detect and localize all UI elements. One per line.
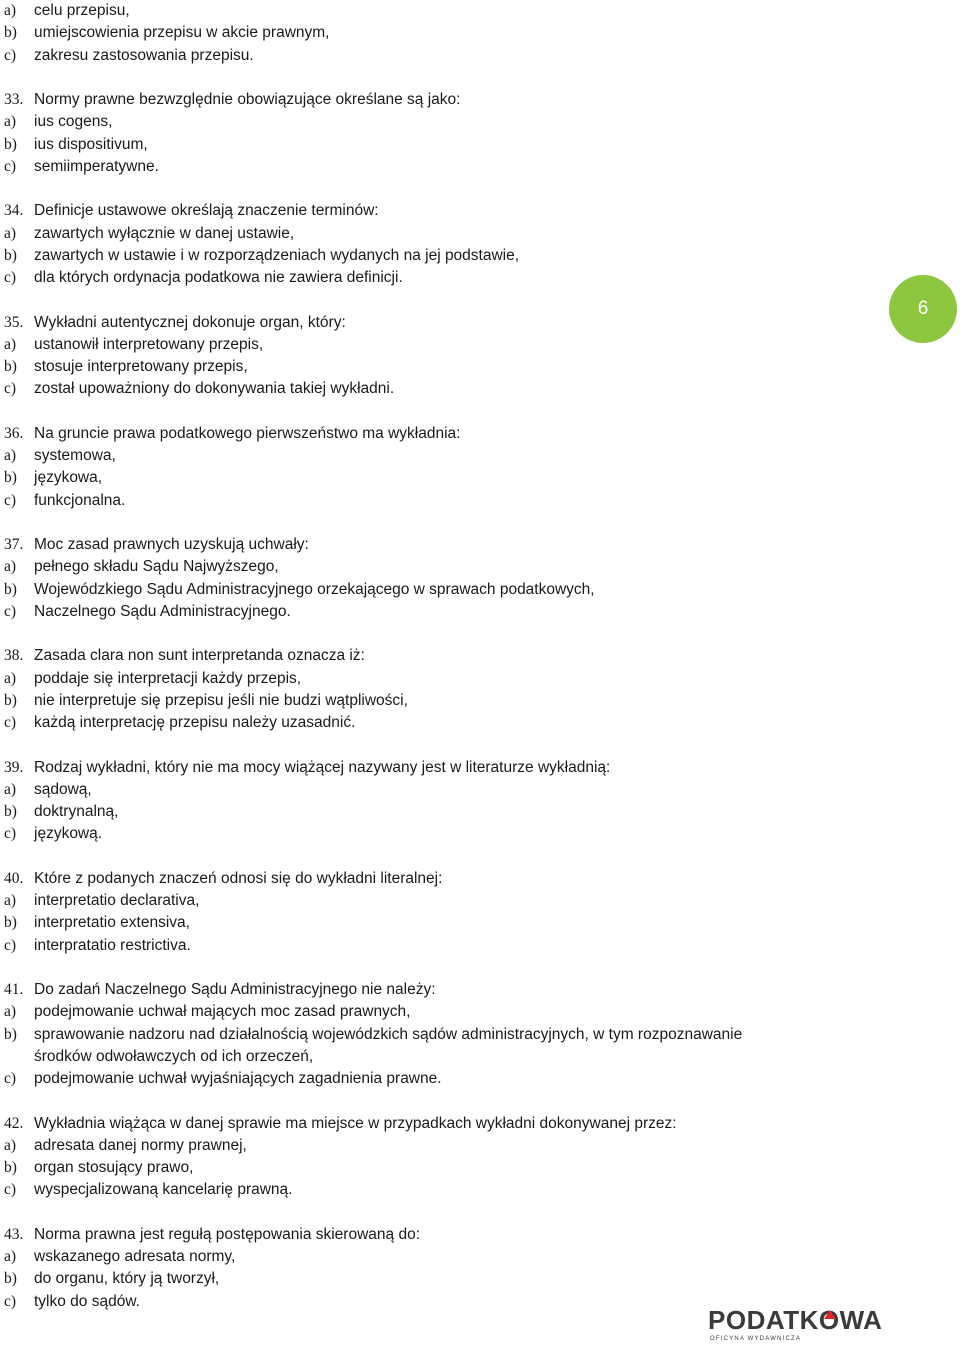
option-text: interpretatio declarativa, [34,892,200,909]
question-text: Definicje ustawowe określają znaczenie terminów: [34,202,379,219]
publisher-subtitle: OFICYNA WYDAWNICZA [710,1336,802,1342]
option-label: c) [4,937,17,954]
option-text: podejmowanie uchwał wyjaśniających zagadnienia prawne. [34,1070,442,1087]
option-text: interpratatio restrictiva. [34,937,191,954]
question-text: Normy prawne bezwzględnie obowiązujące określane są jako: [34,91,461,108]
option-label: b) [4,136,17,153]
option-text: wyspecjalizowaną kancelarię prawną. [34,1181,293,1198]
option-label: b) [4,469,17,486]
option-label: c) [4,603,17,620]
option-text: interpretatio extensiva, [34,914,190,931]
option-label: a) [4,336,17,353]
option-text: ius cogens, [34,113,113,130]
option-label: b) [4,1159,17,1176]
option-label: c) [4,1293,17,1310]
option-text: Naczelnego Sądu Administracyjnego. [34,603,291,620]
option-text: środków odwoławczych od ich orzeczeń, [34,1048,314,1065]
option-label: a) [4,447,17,464]
option-label: b) [4,692,17,709]
option-label: a) [4,1003,17,1020]
question-number: 41. [4,981,24,998]
item-label: c) [4,47,17,64]
option-text: Wojewódzkiego Sądu Administracyjnego orzekającego w sprawach podatkowych, [34,581,595,598]
option-text: organ stosujący prawo, [34,1159,194,1176]
option-label: a) [4,558,17,575]
option-label: b) [4,1270,17,1287]
option-text: każdą interpretację przepisu należy uzasadnić. [34,714,356,731]
publisher-name: PODATKOWA [708,1305,883,1335]
option-label: c) [4,158,17,175]
item-text: celu przepisu, [34,2,130,19]
question-number: 39. [4,759,24,776]
question-number: 36. [4,425,24,442]
option-text: adresata danej normy prawnej, [34,1137,247,1154]
question-text: Wykładnia wiążąca w danej sprawie ma miejsce w przypadkach wykładni dokonywanej przez: [34,1115,677,1132]
option-label: a) [4,892,17,909]
option-text: tylko do sądów. [34,1293,140,1310]
question-number: 35. [4,314,24,331]
question-number: 33. [4,91,24,108]
option-text: podejmowanie uchwał mających moc zasad prawnych, [34,1003,411,1020]
question-text: Zasada clara non sunt interpretanda oznacza iż: [34,647,365,664]
option-text: wskazanego adresata normy, [34,1248,236,1265]
option-label: a) [4,1137,17,1154]
option-text: językową. [34,825,103,842]
question-number: 43. [4,1226,24,1243]
option-label: a) [4,1248,17,1265]
option-label: b) [4,247,17,264]
option-label: c) [4,714,17,731]
question-number: 37. [4,536,24,553]
option-label: c) [4,269,17,286]
option-text: funkcjonalna. [34,492,126,509]
item-label: a) [4,2,17,19]
question-text: Na gruncie prawa podatkowego pierwszeństwo ma wykładnia: [34,425,461,442]
option-label: c) [4,825,17,842]
question-text: Norma prawna jest regułą postępowania skierowaną do: [34,1226,420,1243]
question-number: 34. [4,202,24,219]
option-text: ius dispositivum, [34,136,148,153]
option-label: a) [4,113,17,130]
option-label: b) [4,803,17,820]
option-label: a) [4,225,17,242]
question-number: 40. [4,870,24,887]
option-text: systemowa, [34,447,116,464]
option-text: zawartych wyłącznie w danej ustawie, [34,225,295,242]
question-text: Które z podanych znaczeń odnosi się do wykładni literalnej: [34,870,443,887]
item-text: zakresu zastosowania przepisu. [34,47,254,64]
option-text: został upoważniony do dokonywania takiej wykładni. [34,380,395,397]
publisher-logo [708,1305,883,1343]
option-text: stosuje interpretowany przepis, [34,358,248,375]
question-text: Rodzaj wykładni, który nie ma mocy wiążącej nazywany jest w literaturze wykładnią: [34,759,611,776]
option-text: zawartych w ustawie i w rozporządzeniach wydanych na jej podstawie, [34,247,520,264]
option-label: a) [4,781,17,798]
question-text: Do zadań Naczelnego Sądu Administracyjnego nie należy: [34,981,436,998]
option-text: semiimperatywne. [34,158,159,175]
option-label: b) [4,914,17,931]
item-label: b) [4,24,17,41]
option-text: ustanowił interpretowany przepis, [34,336,264,353]
option-text: językowa, [34,469,103,486]
question-text: Moc zasad prawnych uzyskują uchwały: [34,536,309,553]
option-label: b) [4,581,17,598]
option-text: pełnego składu Sądu Najwyższego, [34,558,279,575]
option-label: b) [4,358,17,375]
option-label: c) [4,380,17,397]
item-text: umiejscowienia przepisu w akcie prawnym, [34,24,330,41]
option-text: sądową, [34,781,92,798]
option-text: do organu, który ją tworzył, [34,1270,220,1287]
option-label: c) [4,1181,17,1198]
logo-accent-icon [824,1310,836,1319]
option-text: nie interpretuje się przepisu jeśli nie budzi wątpliwości, [34,692,408,709]
question-number: 38. [4,647,24,664]
option-text: doktrynalną, [34,803,119,820]
option-label: b) [4,1026,17,1043]
question-text: Wykładni autentycznej dokonuje organ, który: [34,314,346,331]
page-number-badge: 6 [889,275,957,343]
option-text: poddaje się interpretacji każdy przepis, [34,670,302,687]
option-text: dla których ordynacja podatkowa nie zawiera definicji. [34,269,403,286]
option-label: c) [4,492,17,509]
option-label: c) [4,1070,17,1087]
option-label: a) [4,670,17,687]
option-text: sprawowanie nadzoru nad działalnością wojewódzkich sądów administracyjnych, w tym rozpoznawanie [34,1026,743,1043]
question-number: 42. [4,1115,24,1132]
